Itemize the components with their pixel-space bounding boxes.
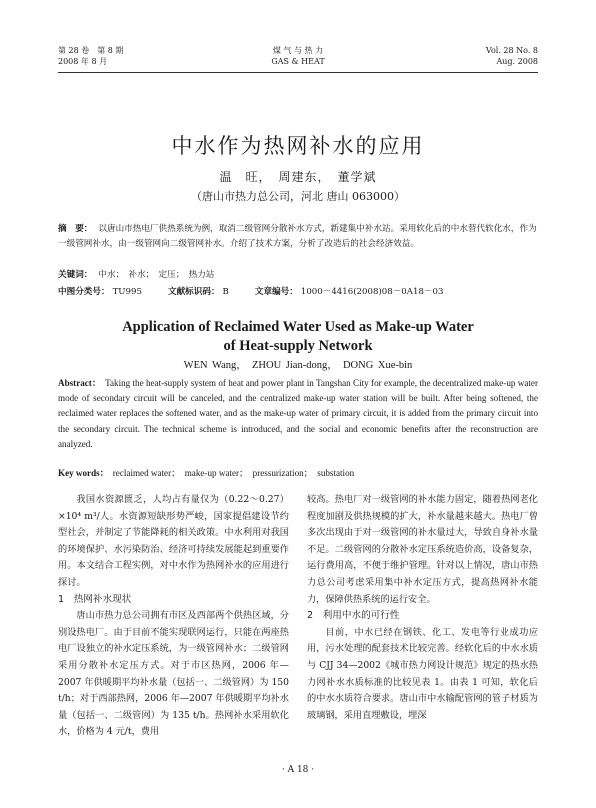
keywords-en-label: Key words： [58, 468, 109, 478]
body-column-right [307, 492, 538, 724]
volume-issue: 第 28 卷 第 8 期 [58, 46, 124, 55]
clc-value: TU995 [112, 287, 142, 297]
article-number-label: 文章编号： [254, 287, 298, 297]
keywords-cn-text: 中水； 补水； 定压； 热力站 [98, 270, 215, 280]
abstract-cn-label: 摘 要： [58, 224, 93, 234]
intro-paragraph: 我国水资源匮乏，人均占有量仅为（0.22～0.27）×10⁴ m³/人。水资源短缺形势严峻，国家提倡建设节约型社会，并制定了节能降耗的相关政策。中水利用对我国的环境保护、水污染防治、经济可持续发展能起到重要作用。本文结合工程实例，对中水作为热网补水的应用进行探讨。 [58, 494, 289, 588]
section1-heading: 1 热网补水现状 [58, 593, 132, 605]
clc-label: 中图分类号： [58, 287, 110, 297]
page-number: · A 18 · [281, 765, 315, 775]
authors-en: WEN Wang， ZHOU Jian-dong， DONG Xue-bin [183, 360, 413, 371]
paper-title-en-line1: Application of Reclaimed Water Used as Make-up Water [122, 319, 474, 335]
body-column-left [58, 492, 289, 741]
keywords-cn-label: 关键词： [58, 270, 93, 280]
keywords-en [58, 466, 354, 479]
paper-title-en-line2: of Heat-supply Network [223, 338, 373, 354]
journal-name-cn: 煤 气 与 热 力 [272, 46, 324, 55]
section2-paragraph: 目前，中水已经在钢铁、化工、发电等行业成功应用，污水处理的配套技术比较完善。经软化后的中水水质与 CJJ 34—2002《城市热力网设计规范》规定的热水热力网补水水质标准的比较见表 1。由表 1 可知，软化后的中水水质符合要求。唐山市中水输配管网的管子材质为玻璃钢，采用直埋敷设，埋深 [307, 626, 538, 721]
section2-heading: 2 利用中水的可行性 [307, 610, 400, 622]
abstract-cn [58, 222, 538, 252]
header-divider [58, 72, 538, 73]
journal-volume-en [486, 45, 538, 67]
doc-code-label: 文献标识码： [167, 287, 220, 297]
affiliation-cn: （唐山市热力总公司，河北 唐山 063000） [191, 190, 405, 203]
publication-date-en: Aug. 2008 [496, 57, 538, 66]
abstract-en-label: Abstract： [58, 378, 102, 388]
abstract-en [58, 376, 538, 452]
doc-code-value: B [222, 287, 229, 297]
abstract-en-text: Taking the heat-supply system of heat and power plant in Tangshan City for example, the decentralized make-up water mode of secondary circuit will be canceled, and the centralized make-up water station will be built. After being softened, the reclaimed water replaces the softened water, and as the make-up water of primary circuit, it is added from the primary circuit into the secondary circuit. The technical scheme is introduced, and the social and economic benefits after the reconstruction are analyzed. [58, 378, 538, 449]
abstract-cn-text: 以唐山市热电厂供热系统为例，取消二级管网分散补水方式，新建集中补水站。采用软化后的中水替代软化水，作为一级管网补水，由一级管网向二级管网补水。介绍了技术方案，分析了改造后的社会经济效益。 [58, 224, 537, 249]
volume-issue-en: Vol. 28 No. 8 [485, 46, 538, 55]
paper-title-cn: 中水作为热网补水的应用 [171, 134, 425, 158]
section1-paragraph-part1: 唐山市热力总公司拥有市区及西部两个供热区域，分别设热电厂。由于目前不能实现联网运行，只能在两座热电厂设独立的补水定压系统，为一级管网补水；二级管网采用分散补水定压方式。对于市区热网，2006 年—2007 年供暖期平均补水量（包括一、二级管网）为 150 t/h；对于西部热网，2006 年—2007 年供暖期平均补水量（包括一、二级管网）为 135 t/h。热网补水采用软化水，价格为 4 元/t，费用 [58, 610, 289, 738]
keywords-en-text: reclaimed water； make-up water； pressurization； substation [112, 468, 355, 478]
publication-date: 2008 年 8 月 [58, 57, 108, 66]
article-number-value: 1000－4416(2008)08－0A18－03 [300, 287, 444, 297]
paper-title-en [0, 318, 596, 356]
classification-line [58, 285, 443, 297]
authors-cn: 温 旺， 周建东， 董学斌 [219, 170, 377, 184]
keywords-cn [58, 268, 214, 280]
section1-paragraph-part2: 较高。热电厂对一级管网的补水能力固定，随着热网老化程度加剧及供热规模的扩大，补水量越来越大。热电厂曾多次出现由于对一级管网的补水量过大，导致自身补水量不足。二级管网的分散补水定压系统造价高，设备复杂，运行费用高，不便于维护管理。针对以上情况，唐山市热力总公司考虑采用集中补水定压方式，提高热网补水能力，保障供热系统的运行安全。 [307, 494, 538, 605]
journal-name-en: GAS & HEAT [271, 57, 325, 66]
